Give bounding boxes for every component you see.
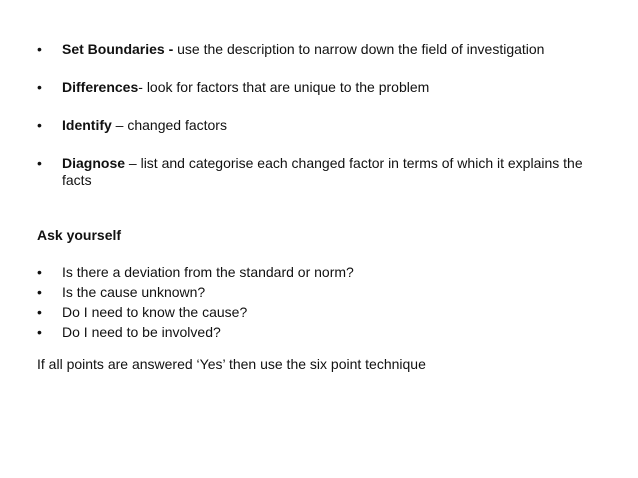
point-description: – list and categorise each changed factor in terms of which it explains the facts	[62, 155, 583, 188]
bullet-marker: •	[37, 284, 42, 300]
point-text	[62, 41, 607, 58]
point-description: - look for factors that are unique to the problem	[138, 79, 430, 95]
ask-yourself-heading: Ask yourself	[37, 227, 122, 243]
point-text	[62, 117, 607, 134]
point-text	[62, 155, 607, 189]
point-term: Identify	[62, 117, 112, 133]
question-item	[37, 304, 607, 321]
point-description: use the description to narrow down the field of investigation	[173, 41, 545, 57]
question-item	[37, 324, 607, 341]
question-text: Is the cause unknown?	[62, 284, 206, 300]
point-diagnose	[37, 155, 607, 189]
bullet-marker: •	[37, 264, 42, 280]
bullet-marker: •	[37, 324, 42, 340]
point-text	[62, 79, 607, 96]
point-term: Diagnose	[62, 155, 126, 171]
point-identify	[37, 117, 607, 134]
question-text: Do I need to be involved?	[62, 324, 221, 340]
bullet-marker: •	[37, 304, 42, 320]
question-text: Is there a deviation from the standard or norm?	[62, 264, 354, 280]
bullet-marker: •	[37, 79, 42, 95]
conclusion-text: If all points are answered ‘Yes’ then use the six point technique	[37, 356, 426, 372]
question-item	[37, 264, 607, 281]
point-term: Differences	[62, 79, 139, 95]
bullet-marker: •	[37, 117, 42, 133]
bullet-marker: •	[37, 41, 42, 57]
point-differences	[37, 79, 607, 96]
bullet-marker: •	[37, 155, 42, 171]
question-item	[37, 284, 607, 301]
question-text: Do I need to know the cause?	[62, 304, 248, 320]
point-term: Set Boundaries -	[62, 41, 174, 57]
point-description: – changed factors	[111, 117, 227, 133]
point-set-boundaries	[37, 41, 607, 58]
